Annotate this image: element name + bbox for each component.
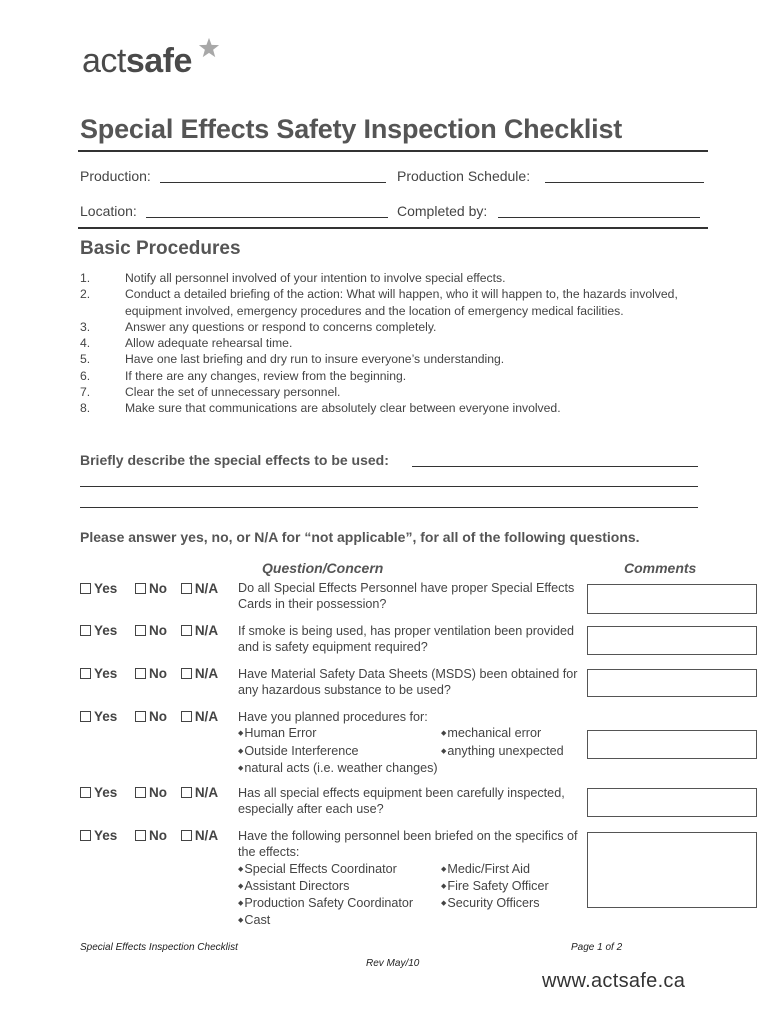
instructions-text: Please answer yes, no, or N/A for “not applicable”, for all of the following questions.	[80, 529, 640, 545]
q2-comment-box[interactable]	[587, 626, 757, 655]
q6-no-checkbox[interactable]: No	[135, 828, 167, 843]
q2-text: If smoke is being used, has proper ventilation been provided and is safety equipment required?	[238, 624, 575, 655]
title-divider	[78, 150, 708, 152]
q5-no-checkbox[interactable]: No	[135, 785, 167, 800]
list-item: 1. Notify all personnel involved of your intention to involve special effects.	[80, 271, 506, 285]
footer-revision: Rev May/10	[366, 958, 420, 969]
q4-text	[238, 709, 583, 777]
list-item: ◆mechanical error	[441, 726, 542, 741]
q1-options	[80, 581, 228, 596]
list-item: ◆natural acts (i.e. weather changes)	[238, 760, 438, 775]
diamond-bullet-icon: ◆	[238, 917, 244, 925]
procedures-list	[80, 270, 710, 417]
location-label: Location:	[80, 203, 137, 219]
describe-line-3[interactable]	[80, 507, 698, 508]
q5-na-checkbox[interactable]: N/A	[181, 785, 218, 800]
list-item: ◆Assistant Directors	[238, 878, 350, 893]
q3-yes-checkbox[interactable]: Yes	[80, 666, 117, 681]
comments-column-heading: Comments	[624, 560, 697, 576]
list-item: ◆anything unexpected	[441, 743, 564, 758]
basic-procedures-heading: Basic Procedures	[80, 238, 241, 259]
logo-text-bold: safe	[125, 42, 192, 80]
list-item: 7. Clear the set of unnecessary personnel.	[80, 385, 341, 400]
q1-no-checkbox[interactable]: No	[135, 581, 167, 596]
location-field[interactable]	[146, 217, 388, 218]
list-item: ◆Cast	[238, 913, 271, 928]
production-schedule-label: Production Schedule:	[397, 168, 531, 184]
q6-comment-box[interactable]	[587, 832, 757, 908]
diamond-bullet-icon: ◆	[238, 730, 244, 738]
diamond-bullet-icon: ◆	[441, 882, 447, 890]
diamond-bullet-icon: ◆	[238, 865, 244, 873]
q1-na-checkbox[interactable]: N/A	[181, 581, 218, 596]
list-item: ◆Fire Safety Officer	[441, 878, 549, 893]
completed-by-field[interactable]	[498, 217, 700, 218]
list-item: 5. Have one last briefing and dry run to insure everyone’s understanding.	[80, 352, 505, 367]
list-item: 2. Conduct a detailed briefing of the action: What will happen, who it will happen to, the hazards involved, equipment involved, emergency procedures and the location of emergency medical facilities.	[80, 287, 678, 318]
q1-comment-box[interactable]	[587, 584, 757, 614]
question-column-heading: Question/Concern	[262, 560, 384, 576]
q4-comment-box[interactable]	[587, 730, 757, 759]
list-item: ◆Human Error	[238, 726, 317, 741]
q4-options	[80, 709, 228, 724]
actsafe-logo	[82, 44, 192, 78]
star-icon	[198, 37, 220, 59]
q6-intro: Have the following personnel been briefed on the specifics of the effects:	[238, 829, 578, 860]
diamond-bullet-icon: ◆	[238, 900, 244, 908]
list-item: 6. If there are any changes, review from the beginning.	[80, 368, 407, 383]
diamond-bullet-icon: ◆	[238, 764, 244, 772]
q5-options	[80, 785, 228, 800]
describe-line-2[interactable]	[80, 486, 698, 487]
completed-by-label: Completed by:	[397, 203, 488, 219]
header-divider	[78, 227, 708, 229]
production-field[interactable]	[160, 182, 386, 183]
describe-line-1[interactable]	[412, 466, 698, 467]
q6-na-checkbox[interactable]: N/A	[181, 828, 218, 843]
list-item: ◆Production Safety Coordinator	[238, 896, 414, 911]
q6-options	[80, 828, 228, 843]
q1-text: Do all Special Effects Personnel have proper Special Effects Cards in their possession?	[238, 581, 575, 612]
diamond-bullet-icon: ◆	[441, 900, 447, 908]
q3-options	[80, 666, 228, 681]
page-title: Special Effects Safety Inspection Checklist	[80, 114, 623, 144]
list-item: ◆Outside Interference	[238, 743, 359, 758]
list-item: 8. Make sure that communications are absolutely clear between everyone involved.	[80, 401, 561, 416]
q3-comment-box[interactable]	[587, 669, 757, 697]
q4-na-checkbox[interactable]: N/A	[181, 709, 218, 724]
q5-yes-checkbox[interactable]: Yes	[80, 785, 117, 800]
diamond-bullet-icon: ◆	[441, 747, 447, 755]
q3-no-checkbox[interactable]: No	[135, 666, 167, 681]
q6-yes-checkbox[interactable]: Yes	[80, 828, 117, 843]
q2-na-checkbox[interactable]: N/A	[181, 623, 218, 638]
production-label: Production:	[80, 168, 151, 184]
diamond-bullet-icon: ◆	[238, 882, 244, 890]
q2-options	[80, 623, 228, 638]
list-item: 3. Answer any questions or respond to concerns completely.	[80, 319, 437, 334]
diamond-bullet-icon: ◆	[441, 865, 447, 873]
list-item: 4. Allow adequate rehearsal time.	[80, 336, 293, 351]
q3-text: Have Material Safety Data Sheets (MSDS) been obtained for any hazardous substance to be used?	[238, 667, 578, 698]
list-item: ◆Security Officers	[441, 896, 540, 911]
describe-prompt: Briefly describe the special effects to be used:	[80, 452, 389, 468]
q4-intro: Have you planned procedures for:	[238, 710, 428, 724]
footer-document-title: Special Effects Inspection Checklist	[80, 942, 238, 953]
diamond-bullet-icon: ◆	[441, 730, 447, 738]
logo-text-light: act	[82, 42, 126, 80]
diamond-bullet-icon: ◆	[238, 747, 244, 755]
q5-comment-box[interactable]	[587, 788, 757, 817]
q5-text: Has all special effects equipment been carefully inspected, especially after each use?	[238, 786, 565, 817]
q2-no-checkbox[interactable]: No	[135, 623, 167, 638]
list-item: ◆Medic/First Aid	[441, 861, 530, 876]
list-item: ◆Special Effects Coordinator	[238, 861, 397, 876]
q1-yes-checkbox[interactable]: Yes	[80, 581, 117, 596]
website-link[interactable]: www.actsafe.ca	[542, 970, 686, 992]
production-schedule-field[interactable]	[545, 182, 704, 183]
footer-page-number: Page 1 of 2	[571, 942, 623, 953]
q4-yes-checkbox[interactable]: Yes	[80, 709, 117, 724]
q3-na-checkbox[interactable]: N/A	[181, 666, 218, 681]
q4-no-checkbox[interactable]: No	[135, 709, 167, 724]
q6-text	[238, 828, 583, 930]
q2-yes-checkbox[interactable]: Yes	[80, 623, 117, 638]
